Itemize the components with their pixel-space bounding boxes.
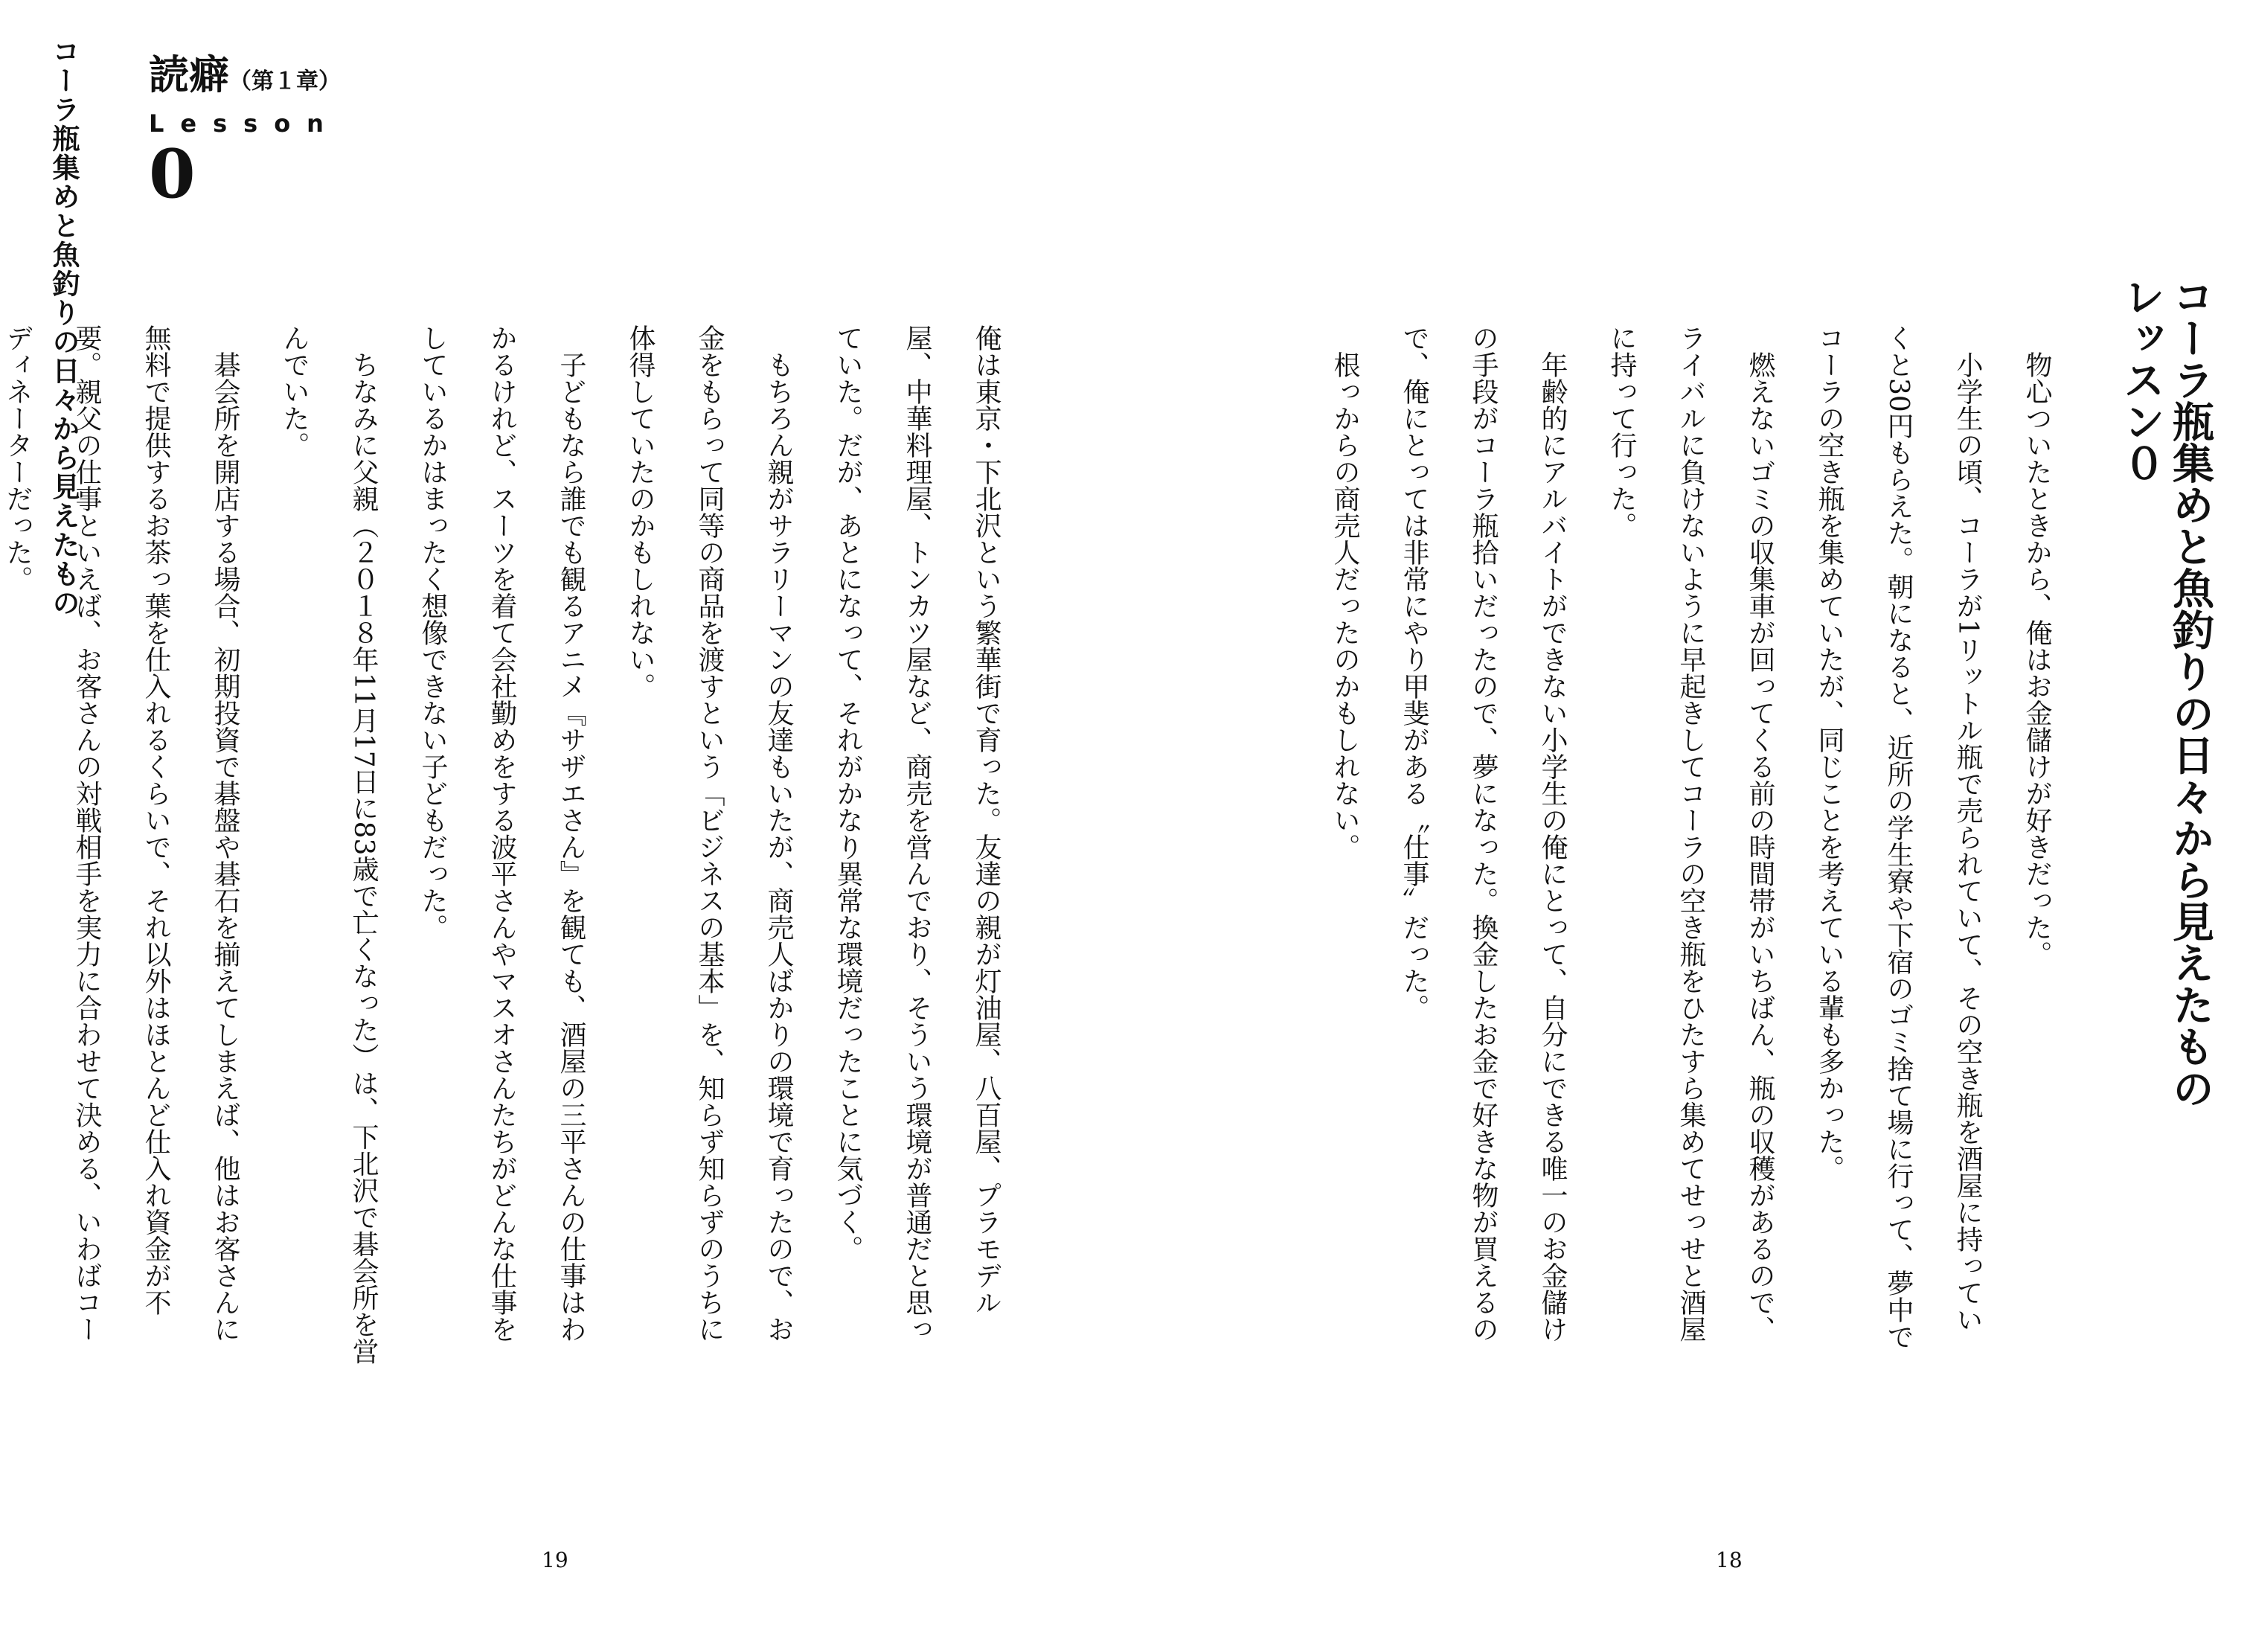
text-line: で、俺にとっては非常にやり甲斐がある〝仕事〟だった。: [1399, 324, 1429, 1021]
text-line: に持って行った。: [1606, 324, 1637, 539]
text-line: 燃えないゴミの収集車が回ってくる前の時間帯がいちばん、瓶の収穫があるので、: [1745, 351, 1775, 1342]
text-line: しているかはまったく想像できない子どもだった。: [417, 324, 448, 941]
lesson-heading: レッスン０: [2117, 275, 2165, 484]
text-line: 無料で提供するお茶っ葉を仕入れるくらいで、それ以外はほとんど仕入れ資金が不: [141, 324, 171, 1316]
text-line: 俺は東京・下北沢という繁華街で育った。友達の親が灯油屋、八百屋、プラモデル: [971, 324, 1001, 1316]
text-line: 物心ついたときから、俺はお金儲けが好きだった。: [2022, 351, 2052, 967]
chapter-title-line: [149, 43, 341, 100]
chapter-label: （第１章）: [229, 68, 341, 95]
text-line: 屋、中華料理屋、トンカツ屋など、商売を営んでおり、そういう環境が普通だと思っ: [902, 324, 932, 1342]
text-line: 碁会所を開店する場合、初期投資で碁盤や碁石を揃えてしまえば、他はお客さんに: [210, 351, 240, 1342]
text-line: もちろん親がサラリーマンの友達もいたが、商売人ばかりの環境で育ったので、お: [763, 351, 794, 1342]
text-line: ていた。だが、あとになって、それがかなり異常な環境だったことに気づく。: [833, 324, 863, 1262]
right-page: [1125, 0, 2250, 1652]
chapter-header: [149, 43, 341, 214]
book-title: 読癖: [149, 51, 229, 98]
text-line: ライバルに負けないように早起きしてコーラの空き瓶をひたすら集めてせっせと酒屋: [1676, 324, 1706, 1342]
text-line: 根っからの商売人だったのかもしれない。: [1330, 351, 1360, 860]
text-line: んでいた。: [279, 324, 310, 458]
running-side-title: コーラ瓶集めと魚釣りの日々から見えたもの: [48, 37, 80, 618]
text-line: 体得していたのかもしれない。: [625, 324, 656, 699]
lesson-number: 0: [149, 135, 196, 214]
text-line: ちなみに父親（２０１８年11月17日に83歳で亡くなった）は、下北沢で碁会所を営: [348, 351, 379, 1365]
lesson-label: Lesson: [149, 109, 340, 138]
text-line: くと30円もらえた。朝になると、近所の学生寮や下宿のゴミ捨て場に行って、夢中で: [1883, 324, 1914, 1350]
text-line: 金をもらって同等の商品を渡すという「ビジネスの基本」を、知らず知らずのうちに: [694, 324, 725, 1342]
lesson-subtitle: コーラ瓶集めと魚釣りの日々から見えたもの: [2166, 275, 2214, 1109]
text-line: かるけれど、スーツを着て会社勤めをする波平さんやマスオさんたちがどんな仕事を: [487, 324, 517, 1342]
text-line: ディネーターだった。: [2, 324, 33, 592]
text-line: 小学生の頃、コーラが1リットル瓶で売られていて、その空き瓶を酒屋に持ってい: [1952, 351, 1983, 1333]
text-line: の手段がコーラ瓶拾いだったので、夢になった。換金したお金で好きな物が買えるの: [1468, 324, 1499, 1342]
text-line: 子どもなら誰でも観るアニメ『サザエさん』を観ても、酒屋の三平さんの仕事はわ: [556, 351, 586, 1342]
text-line: 年齢的にアルバイトができない小学生の俺にとって、自分にできる唯一のお金儲け: [1537, 351, 1568, 1342]
right-body-text: [1310, 324, 2071, 1515]
left-body-text: [0, 324, 1021, 1515]
text-line: コーラの空き瓶を集めていたが、同じことを考えている輩も多かった。: [1814, 324, 1844, 1182]
text-line: 要。親父の仕事といえば、お客さんの対戦相手を実力に合わせて決める、いわばコー: [71, 324, 102, 1342]
page-number: 18: [1716, 1548, 1743, 1572]
page-number: 19: [542, 1548, 568, 1572]
